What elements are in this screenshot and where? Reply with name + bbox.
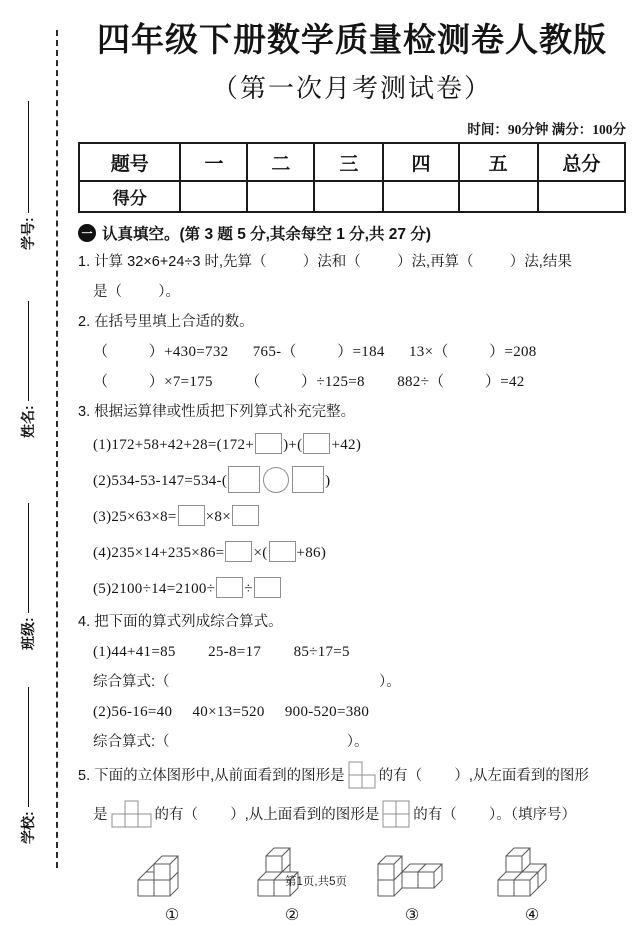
question-line: 3. 根据运算律或性质把下列算式补充完整。 [78,404,356,420]
question-line: （ ）×7=175 （ ）÷125=8 882÷（ ）=42 [93,374,525,390]
question-q4 [78,607,626,757]
score-table [78,142,626,213]
sidebar-field-class [18,503,38,650]
figure-label: ② [284,907,300,924]
question-q1 [78,247,626,307]
question-line: (1)172+58+42+28=(172+ )+( +42) [78,427,626,463]
figure-label: ① [164,907,180,924]
score-table-col-3: 三 [314,143,383,181]
score-cell [314,181,383,212]
answer-box [228,466,260,493]
score-table-col-4: 四 [383,143,458,181]
class-write-line [28,503,29,613]
question-line: （ ）+430=732 765-（ ）=184 13×（ ）=208 [93,344,537,360]
answer-box [254,577,281,598]
score-cell [180,181,247,212]
sidebar-field-student-number [18,101,38,250]
page-footer: 第1页,共5页 [285,876,347,888]
question-q3 [78,397,626,607]
left-view-shape [111,800,152,828]
student-number-label: 学号: [20,217,36,250]
score-cell [247,181,314,212]
exam-meta: 时间：90分钟 满分：100分 [467,122,626,137]
answer-box [232,505,259,526]
answer-box [178,505,205,526]
school-write-line [28,687,29,807]
cube-figure-drawing [375,839,449,899]
cube-figure-drawing [135,839,209,899]
cube-figure-drawing [495,839,569,899]
question-line: (3)25×63×8= ×8× [78,499,626,535]
top-view-shape [382,800,410,828]
score-cell [383,181,458,212]
question-line: (1)44+41=85 25-8=17 85÷17=5 [93,644,350,660]
class-label: 班级: [20,617,36,650]
front-view-shape [348,761,376,789]
cube-figure-drawing [255,839,329,899]
page-subtitle: （第一次月考测试卷） [211,74,492,103]
student-number-write-line [28,101,29,213]
answer-box [292,466,324,493]
score-cell [538,181,625,212]
question-line: (2)56-16=40 40×13=520 900-520=380 [93,704,370,720]
paper-main-area [78,20,626,925]
section-number-badge [78,224,96,242]
score-table-col-5: 五 [459,143,538,181]
questions-area [78,247,626,835]
score-table-corner: 题号 [79,143,180,181]
score-row-label: 得分 [79,181,180,212]
section-one-header [78,222,626,244]
question-line: 1. 计算 32×6+24÷3 时,先算（ ）法和（ ）法,再算（ ）法,结果 [78,254,572,270]
question-q2 [78,307,626,397]
answer-box [269,541,296,562]
section-one-title: 认真填空。(第 3 题 5 分,其余每空 1 分,共 27 分) [102,226,431,243]
score-table-header-row [79,143,625,181]
student-name-label: 姓名: [20,405,36,438]
score-table-col-2: 二 [247,143,314,181]
dotted-fold-divider [56,30,58,868]
score-table-score-row [79,181,625,212]
operator-circle [263,467,289,493]
answer-box [303,433,330,454]
question-line: 5. 下面的立体图形中,从前面看到的图形是 的有（ ）,从左面看到的图形 [78,757,626,796]
answer-box [255,433,282,454]
question-line: (5)2100÷14=2100÷ ÷ [78,571,626,607]
score-table-col-1: 一 [180,143,247,181]
question-line: 是（ ）。 [93,284,181,300]
page-title: 四年级下册数学质量检测卷人教版 [97,23,607,59]
question-line: 综合算式:（ ）。 [93,734,369,750]
question-line: 4. 把下面的算式列成综合算式。 [78,614,283,630]
school-label: 学校: [20,811,36,844]
figure-label: ④ [524,907,540,924]
question-q5 [78,757,626,835]
question-line: (4)235×14+235×86= ×( +86) [78,535,626,571]
score-cell [459,181,538,212]
question-line: 2. 在括号里填上合适的数。 [78,314,254,330]
sidebar-field-student-name [18,301,38,438]
sidebar-field-school [18,687,38,844]
answer-box [225,541,252,562]
student-name-write-line [28,301,29,401]
question-line: (2)534-53-147=534-( ) [78,463,626,499]
question-line: 是 的有（ ）,从上面看到的图形是 的有（ ）。（填序号） [78,796,626,835]
section-number: 一 [81,228,93,240]
figure-label: ③ [404,907,420,924]
question-line: 综合算式:（ ）。 [93,674,401,690]
answer-box [216,577,243,598]
score-table-col-total: 总分 [538,143,625,181]
